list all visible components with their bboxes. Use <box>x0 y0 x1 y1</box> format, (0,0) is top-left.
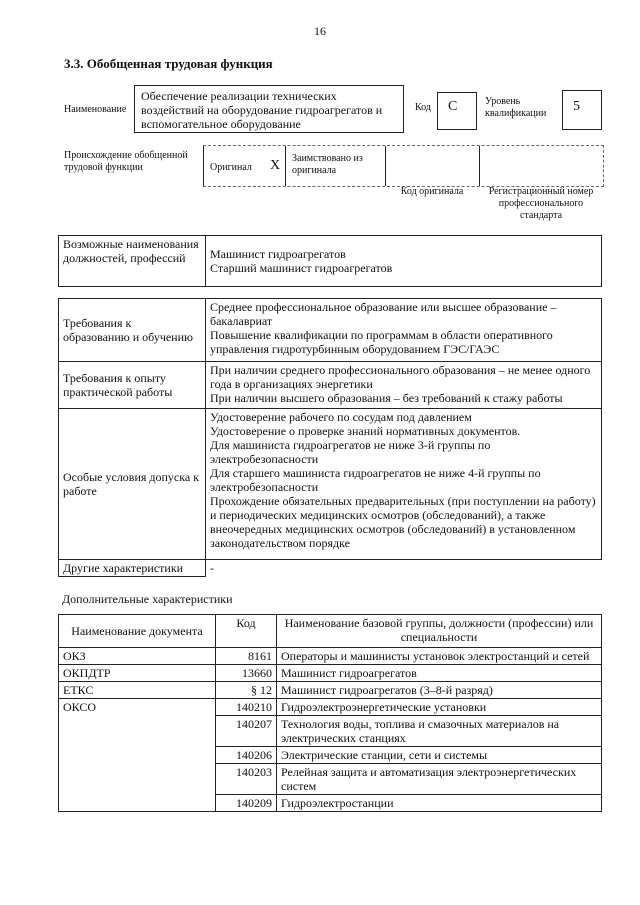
experience-label: Требования к опыту практической работы <box>59 362 206 409</box>
requirement-line: При наличии высшего образования – без требований к стажу работы <box>210 391 563 405</box>
code-label: Код <box>415 102 431 113</box>
borrowed-label: Заимствовано из оригинала <box>292 153 363 176</box>
original-mark: X <box>270 158 281 173</box>
name-cell: Релейная защита и автоматизация электроэнергетических систем <box>277 764 602 795</box>
level-label: Уровень квалификации <box>485 96 547 119</box>
original-code-cell <box>385 146 479 186</box>
position-item: Старший машинист гидроагрегатов <box>210 261 393 275</box>
header-doc: Наименование документа <box>59 615 216 648</box>
requirement-line: Прохождение обязательных предварительных (при поступлении на работу) и периодических медицинских осмотров (обследований), а также внеочередных медицинских осмотров (обследований) в установленном законодательством порядке <box>210 494 596 550</box>
special-conditions-values <box>206 409 602 560</box>
code-cell: 140207 <box>216 716 277 747</box>
requirement-line: Удостоверение рабочего по сосудам под давлением <box>210 410 472 424</box>
requirements-table <box>58 298 602 577</box>
name-cell: Операторы и машинисты установок электростанций и сетей <box>277 648 602 665</box>
experience-values <box>206 362 602 409</box>
additional-title: Дополнительные характеристики <box>62 592 233 606</box>
page-number: 16 <box>314 24 326 38</box>
special-conditions-label: Особые условия допуска к работе <box>59 409 206 560</box>
other-value: - <box>206 560 602 577</box>
education-values <box>206 299 602 362</box>
requirement-line: Для старшего машиниста гидроагрегатов не ниже 4-й группы по электробезопасности <box>210 466 541 494</box>
requirement-line: При наличии среднего профессионального образования – не менее одного года в организациях энергетики <box>210 363 591 391</box>
function-name-box: Обеспечение реализации технических воздействий на оборудование гидроагрегатов и вспомогательное оборудование <box>134 85 404 133</box>
section-heading: 3.3. Обобщенная трудовая функция <box>64 56 273 71</box>
positions-table <box>58 235 602 287</box>
positions-values <box>206 236 602 287</box>
requirement-line: Среднее профессиональное образование или высшее образование – бакалавриат <box>210 300 557 328</box>
origin-label: Происхождение обобщенной трудовой функции <box>64 150 188 173</box>
table-row <box>59 648 602 665</box>
doc-cell: ЕТКС <box>59 682 216 699</box>
name-label: Наименование <box>64 104 127 115</box>
borrowed-cell <box>285 146 385 186</box>
positions-label: Возможные наименования должностей, профессий <box>59 236 206 287</box>
original-label: Оригинал <box>210 162 252 173</box>
reg-number-caption: Регистрационный номер профессионального стандарта <box>488 186 594 221</box>
name-cell: Машинист гидроагрегатов (3–8-й разряд) <box>277 682 602 699</box>
name-cell: Технология воды, топлива и смазочных материалов на электрических станциях <box>277 716 602 747</box>
table-row <box>59 699 602 716</box>
header-code: Код <box>216 615 277 648</box>
doc-cell: ОКСО <box>59 699 216 812</box>
position-item: Машинист гидроагрегатов <box>210 247 346 261</box>
doc-cell: ОКЗ <box>59 648 216 665</box>
code-cell: 8161 <box>216 648 277 665</box>
code-cell: § 12 <box>216 682 277 699</box>
education-label: Требования к образованию и обучению <box>59 299 206 362</box>
code-value: C <box>437 92 477 130</box>
header-name: Наименование базовой группы, должности (профессии) или специальности <box>277 615 602 648</box>
code-cell: 140210 <box>216 699 277 716</box>
doc-cell: ОКПДТР <box>59 665 216 682</box>
other-label: Другие характеристики <box>59 560 206 577</box>
additional-table <box>58 614 602 812</box>
requirement-line: Повышение квалификации по программам в области оперативного управления гидротурбинным оборудованием ГЭС/ГАЭС <box>210 328 553 356</box>
code-cell: 140206 <box>216 747 277 764</box>
reg-number-cell <box>479 146 603 186</box>
level-value: 5 <box>562 90 602 130</box>
name-cell: Гидроэлектроэнергетические установки <box>277 699 602 716</box>
original-cell <box>203 146 285 186</box>
table-row <box>59 665 602 682</box>
name-cell: Машинист гидроагрегатов <box>277 665 602 682</box>
name-cell: Электрические станции, сети и системы <box>277 747 602 764</box>
code-cell: 13660 <box>216 665 277 682</box>
requirement-line: Для машиниста гидроагрегатов не ниже 3-й группы по электробезопасности <box>210 438 491 466</box>
code-cell: 140209 <box>216 795 277 812</box>
name-cell: Гидроэлектростанции <box>277 795 602 812</box>
origin-row <box>203 145 604 187</box>
original-code-caption: Код оригинала <box>400 186 464 197</box>
code-cell: 140203 <box>216 764 277 795</box>
table-row <box>59 682 602 699</box>
requirement-line: Удостоверение о проверке знаний нормативных документов. <box>210 424 521 438</box>
